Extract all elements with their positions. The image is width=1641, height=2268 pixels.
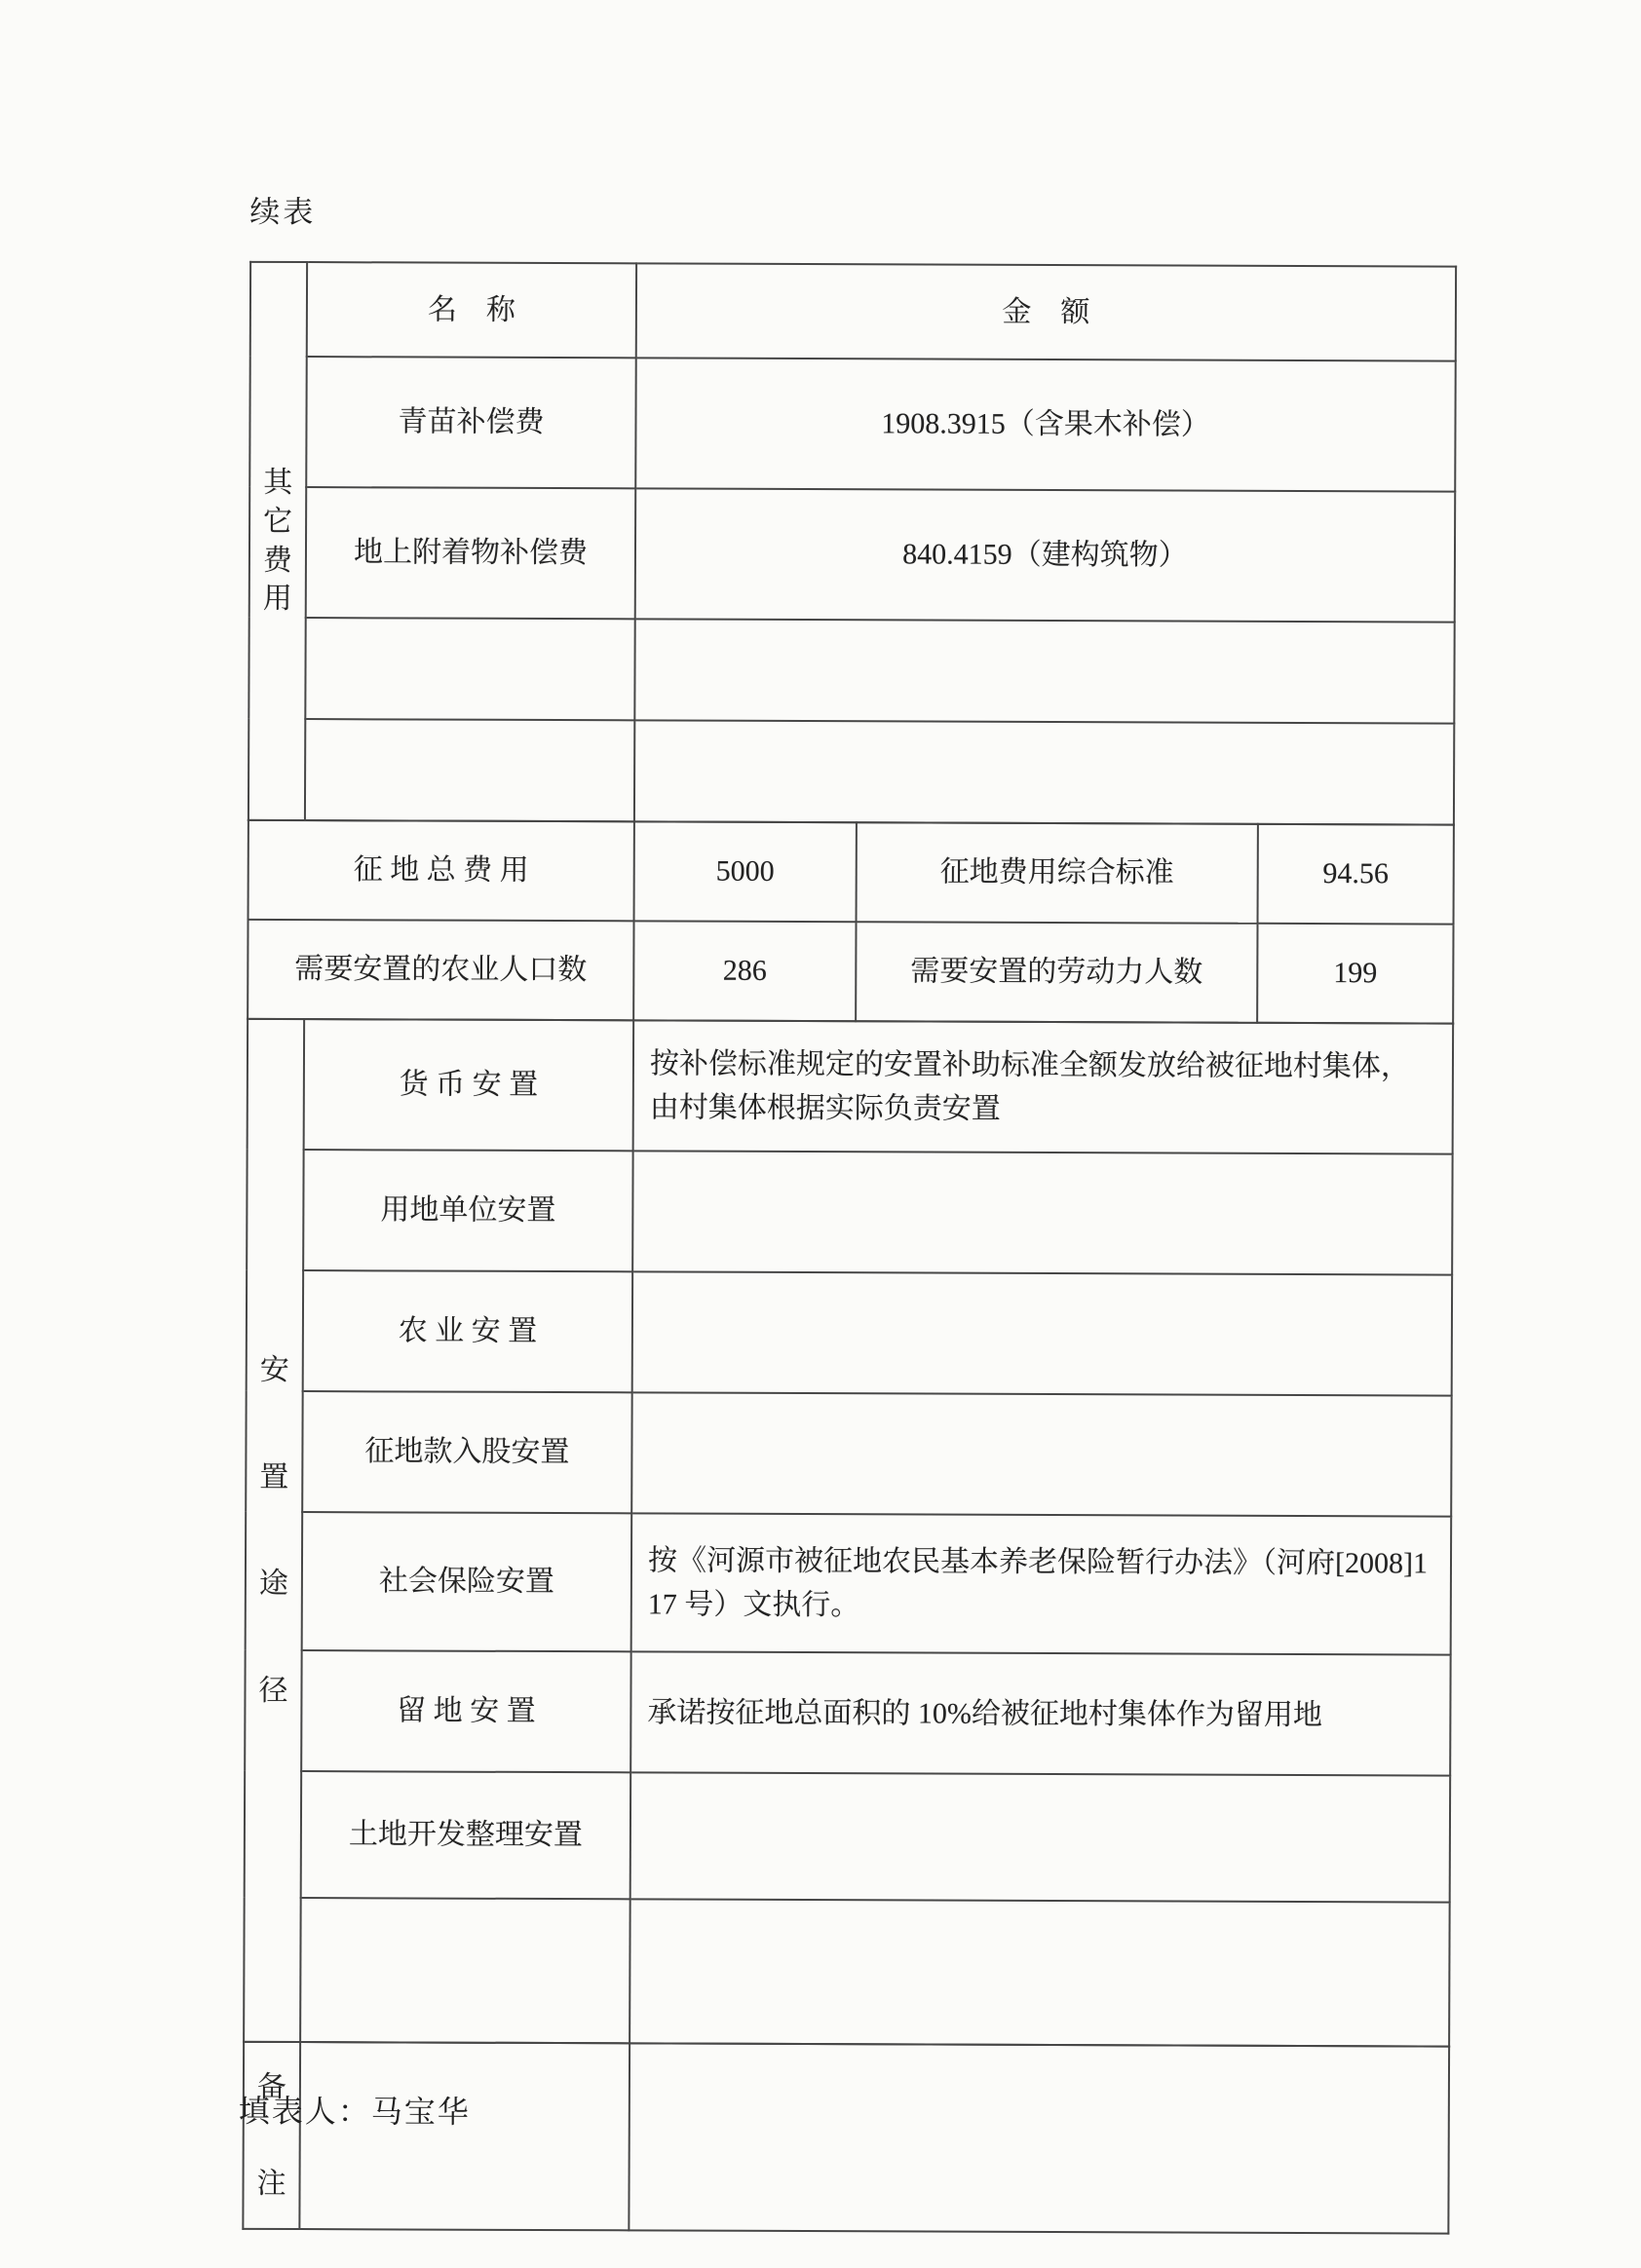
- method-name-cell: [300, 1898, 630, 2043]
- remarks-section: [242, 2041, 1450, 2235]
- fee-name-cell: [305, 719, 634, 821]
- total-cost-value-cell: 5000: [634, 821, 857, 922]
- resettlement-section: [243, 1018, 1454, 2048]
- table-row: [244, 1898, 1450, 2047]
- fee-amount-cell: [634, 619, 1454, 723]
- table-row: [243, 2042, 1449, 2234]
- vertical-label-char: 费: [262, 544, 293, 577]
- remarks-name-cell: [299, 2042, 630, 2230]
- table-row: [245, 1650, 1450, 1776]
- method-content-cell: [632, 1271, 1452, 1395]
- method-content-cell: [631, 1392, 1451, 1516]
- method-content-cell: 按《河源市被征地农民基本养老保险暂行办法》（河府[2008]117 号）文执行。: [631, 1513, 1452, 1654]
- table-row: [245, 1771, 1450, 1903]
- table-row: [246, 1391, 1451, 1517]
- method-name-cell: 征地款入股安置: [302, 1391, 631, 1513]
- fee-name-cell: [305, 618, 634, 720]
- table-row: [248, 820, 1454, 925]
- table-row: [250, 262, 1456, 361]
- other-fees-group-label: [249, 263, 306, 819]
- agri-population-value-cell: 286: [633, 921, 856, 1021]
- remarks-group-label: [244, 2043, 299, 2228]
- land-requisition-table: [242, 261, 1457, 2235]
- method-name-cell: 留 地 安 置: [301, 1650, 630, 1772]
- vertical-label-char: 其: [263, 467, 293, 500]
- vertical-label-char: 途: [258, 1567, 288, 1600]
- vertical-label-char: 它: [263, 505, 293, 538]
- method-content-cell: 承诺按征地总面积的 10%给被征地村集体作为留用地: [630, 1651, 1450, 1775]
- total-cost-label-cell: 征 地 总 费 用: [248, 820, 634, 922]
- table-row: [249, 357, 1456, 492]
- vertical-label-char: 径: [258, 1674, 288, 1707]
- table-row: [246, 1512, 1452, 1655]
- fee-amount-cell: [634, 720, 1454, 824]
- fee-name-cell: 地上附着物补偿费: [306, 487, 636, 619]
- method-name-cell: 用地单位安置: [303, 1150, 632, 1271]
- table-row: [248, 719, 1454, 825]
- table-row: [248, 618, 1454, 724]
- preparer-line: 填表人：马宝华: [238, 2093, 471, 2130]
- table-row: [249, 487, 1456, 623]
- fee-amount-cell: 840.4159（建构筑物）: [635, 488, 1456, 622]
- fee-amount-cell: 1908.3915（含果木补偿）: [635, 358, 1456, 491]
- fee-name-cell: 青苗补偿费: [306, 357, 636, 488]
- resettlement-group-label-cell: [244, 1019, 304, 2042]
- summary-section: [247, 819, 1455, 1025]
- other-fees-group-label-cell: [248, 262, 307, 820]
- labor-count-label-cell: 需要安置的劳动力人数: [856, 922, 1257, 1023]
- continued-table-label: 续表: [249, 194, 317, 230]
- method-name-cell: 货 币 安 置: [304, 1019, 634, 1151]
- comprehensive-standard-label-cell: 征地费用综合标准: [857, 822, 1258, 924]
- comprehensive-standard-value-cell: 94.56: [1258, 824, 1454, 925]
- table-row: [248, 920, 1453, 1024]
- method-name-cell: 社会保险安置: [302, 1512, 632, 1651]
- remarks-content-cell: [629, 2043, 1449, 2233]
- vertical-label-char: 用: [262, 582, 292, 616]
- method-name-cell: 土地开发整理安置: [301, 1771, 630, 1899]
- amount-header-cell: 金 额: [636, 263, 1456, 360]
- table-row: [247, 1150, 1452, 1275]
- table-row: [248, 1019, 1454, 1154]
- vertical-label-char: 注: [256, 2167, 286, 2200]
- other-fees-section: [248, 261, 1457, 826]
- agri-population-label-cell: 需要安置的农业人口数: [248, 920, 633, 1021]
- vertical-label-char: 备: [256, 2070, 286, 2103]
- method-name-cell: 农 业 安 置: [303, 1270, 632, 1392]
- method-content-cell: [630, 1772, 1450, 1902]
- method-content-cell: [630, 1899, 1450, 2046]
- table-row: [247, 1270, 1452, 1396]
- vertical-label-char: 置: [259, 1460, 289, 1493]
- remarks-group-label-cell: [243, 2042, 300, 2229]
- method-content-cell: [632, 1151, 1452, 1274]
- vertical-label-char: 安: [259, 1353, 289, 1386]
- labor-count-value-cell: 199: [1257, 924, 1453, 1024]
- resettlement-group-label: [245, 1020, 303, 2041]
- name-header-cell: 名 称: [307, 262, 636, 358]
- method-content-cell: 按补偿标准规定的安置补助标准全额发放给被征地村集体，由村集体根据实际负责安置: [633, 1020, 1454, 1153]
